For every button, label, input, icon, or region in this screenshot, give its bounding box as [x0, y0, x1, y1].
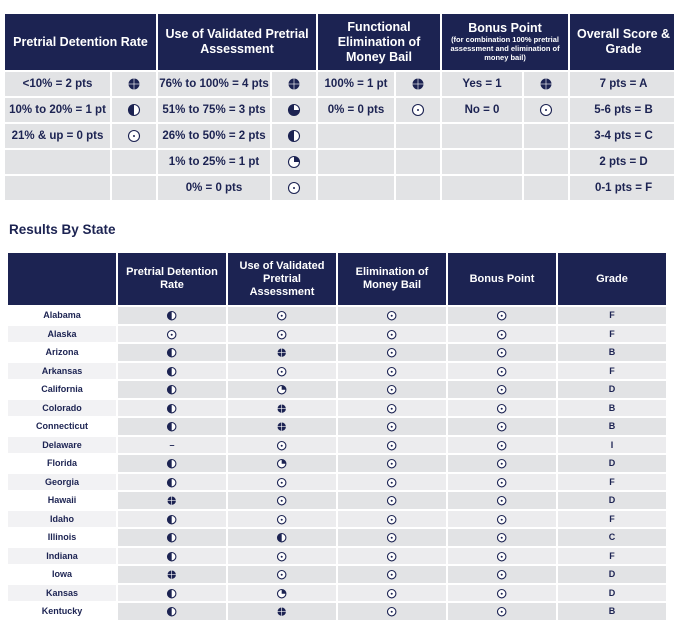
half-circle-icon — [166, 366, 177, 377]
empty-circle-icon — [386, 421, 397, 432]
half-circle-icon — [166, 458, 177, 469]
half-circle-icon — [166, 551, 177, 562]
grade-cell: D — [558, 381, 666, 398]
empty-circle-icon — [386, 347, 397, 358]
full-circle-icon — [539, 77, 553, 91]
quarter-circle-icon — [276, 384, 287, 395]
legend-bonus-text — [442, 124, 522, 148]
state-name: Colorado — [8, 400, 116, 417]
detention-cell — [118, 400, 226, 417]
detention-cell — [118, 381, 226, 398]
bail-cell — [338, 474, 446, 491]
detention-cell — [118, 603, 226, 620]
legend-bonus-icon-cell — [524, 98, 568, 122]
legend-grade-text: 5-6 pts = B — [570, 98, 674, 122]
grade-cell: D — [558, 455, 666, 472]
assessment-cell — [228, 566, 336, 583]
empty-circle-icon — [386, 569, 397, 580]
bonus-cell — [448, 437, 556, 454]
empty-circle-icon — [287, 181, 301, 195]
results-title: Results By State — [9, 222, 116, 237]
results-header-assessment: Use of Validated Pretrial Assessment — [228, 253, 336, 305]
bonus-cell — [448, 548, 556, 565]
grade-cell: D — [558, 585, 666, 602]
assessment-cell — [228, 437, 336, 454]
state-name: Iowa — [51, 569, 72, 580]
half-circle-icon — [166, 403, 177, 414]
grade-cell: B — [558, 603, 666, 620]
bonus-cell — [448, 603, 556, 620]
legend-row — [5, 176, 674, 200]
legend-detention-icon-cell — [112, 72, 156, 96]
assessment-cell — [228, 548, 336, 565]
state-name: Idaho — [8, 511, 116, 528]
results-by-state-table — [6, 251, 668, 622]
bonus-cell — [448, 418, 556, 435]
table-row — [8, 307, 666, 324]
assessment-cell — [228, 474, 336, 491]
empty-circle-icon — [386, 366, 397, 377]
full-circle-icon — [127, 77, 141, 91]
empty-circle-icon — [496, 477, 507, 488]
legend-row — [5, 98, 674, 122]
results-header-state — [8, 253, 116, 305]
legend-detention-icon-cell — [112, 98, 156, 122]
bonus-cell — [448, 511, 556, 528]
bail-cell — [338, 529, 446, 546]
bail-cell — [338, 455, 446, 472]
table-row — [8, 548, 666, 565]
empty-circle-icon — [386, 606, 397, 617]
empty-circle-icon — [539, 103, 553, 117]
assessment-cell — [228, 400, 336, 417]
legend-bonus-icon-cell — [524, 176, 568, 200]
legend-detention-icon-cell — [112, 150, 156, 174]
legend-bonus-icon-cell — [524, 150, 568, 174]
bail-cell — [338, 381, 446, 398]
legend-assessment-icon-cell — [272, 98, 316, 122]
empty-circle-icon — [496, 421, 507, 432]
legend-bail-icon-cell — [396, 176, 440, 200]
state-name: California — [41, 384, 83, 395]
quarter-circle-icon — [276, 588, 287, 599]
legend-bonus-icon-cell — [524, 72, 568, 96]
legend-bonus-text — [442, 150, 522, 174]
bail-cell — [338, 566, 446, 583]
assessment-cell — [228, 418, 336, 435]
state-name: Kansas — [8, 585, 116, 602]
legend-assessment-text: 1% to 25% = 1 pt — [158, 150, 270, 174]
legend-bail-text: 100% = 1 pt — [318, 72, 394, 96]
legend-row — [5, 150, 674, 174]
legend-assessment-icon-cell — [272, 176, 316, 200]
detention-cell — [118, 455, 226, 472]
empty-circle-icon — [386, 310, 397, 321]
legend-assessment-icon-cell — [272, 72, 316, 96]
quarter-circle-icon — [276, 458, 287, 469]
state-name: Kentucky — [41, 606, 83, 617]
full-circle-icon — [287, 77, 301, 91]
empty-circle-icon — [386, 477, 397, 488]
legend-header-grade: Overall Score & Grade — [570, 14, 674, 70]
bonus-cell — [448, 474, 556, 491]
table-row — [8, 603, 666, 620]
empty-circle-icon — [386, 588, 397, 599]
legend-grade-text: 3-4 pts = C — [570, 124, 674, 148]
legend-row — [5, 72, 674, 96]
empty-circle-icon — [496, 551, 507, 562]
empty-circle-icon — [276, 310, 287, 321]
half-circle-icon — [276, 532, 287, 543]
detention-cell — [118, 437, 226, 454]
empty-circle-icon — [496, 440, 507, 451]
table-row — [8, 455, 666, 472]
table-row — [8, 326, 666, 343]
half-circle-icon — [166, 606, 177, 617]
detention-cell — [118, 566, 226, 583]
bail-cell — [338, 400, 446, 417]
grade-cell: D — [558, 566, 666, 583]
legend-header-bonus-label: Bonus Point — [468, 21, 542, 35]
detention-cell — [118, 529, 226, 546]
full-circle-icon — [166, 495, 177, 506]
assessment-cell — [228, 363, 336, 380]
results-header-bonus: Bonus Point — [448, 253, 556, 305]
full-circle-icon — [276, 347, 287, 358]
empty-circle-icon — [276, 440, 287, 451]
no-data-dash: – — [169, 439, 175, 450]
legend-grade-text: 0-1 pts = F — [570, 176, 674, 200]
bail-cell — [338, 548, 446, 565]
legend-bail-icon-cell — [396, 72, 440, 96]
grade-cell: F — [558, 548, 666, 565]
grade-cell: F — [558, 511, 666, 528]
state-name: Indiana — [8, 548, 116, 565]
legend-header-money-bail: Functional Elimination of Money Bail — [318, 14, 440, 70]
detention-cell — [118, 418, 226, 435]
empty-circle-icon — [496, 458, 507, 469]
bonus-cell — [448, 307, 556, 324]
bonus-cell — [448, 585, 556, 602]
three-quarter-circle-icon — [287, 103, 301, 117]
half-circle-icon — [166, 384, 177, 395]
empty-circle-icon — [166, 329, 177, 340]
legend-bonus-text — [442, 176, 522, 200]
legend-header-assessment: Use of Validated Pretrial Assessment — [158, 14, 316, 70]
bail-cell — [338, 492, 446, 509]
empty-circle-icon — [496, 329, 507, 340]
assessment-cell — [228, 603, 336, 620]
bail-cell — [338, 326, 446, 343]
detention-cell — [118, 585, 226, 602]
empty-circle-icon — [496, 384, 507, 395]
grade-cell: B — [558, 418, 666, 435]
empty-circle-icon — [276, 329, 287, 340]
bonus-cell — [448, 529, 556, 546]
grade-cell: D — [558, 492, 666, 509]
half-circle-icon — [166, 477, 177, 488]
legend-bonus-text: No = 0 — [442, 98, 522, 122]
legend-header-bonus-note: (for combination 100% pretrial assessment and elimination of money bail) — [450, 35, 560, 62]
legend-detention-text: 10% to 20% = 1 pt — [5, 98, 110, 122]
state-name: Delaware — [8, 437, 116, 454]
legend-bail-icon-cell — [396, 150, 440, 174]
table-row — [8, 400, 666, 417]
bonus-cell — [448, 455, 556, 472]
empty-circle-icon — [386, 329, 397, 340]
detention-cell — [118, 474, 226, 491]
bonus-cell — [448, 566, 556, 583]
grade-cell: B — [558, 400, 666, 417]
table-row — [8, 474, 666, 491]
half-circle-icon — [166, 514, 177, 525]
grade-cell: F — [558, 363, 666, 380]
half-circle-icon — [287, 129, 301, 143]
empty-circle-icon — [276, 551, 287, 562]
empty-circle-icon — [496, 403, 507, 414]
full-circle-icon — [276, 403, 287, 414]
legend-assessment-text: 51% to 75% = 3 pts — [158, 98, 270, 122]
legend-assessment-icon-cell — [272, 150, 316, 174]
grade-cell: C — [558, 529, 666, 546]
legend-grade-text: 2 pts = D — [570, 150, 674, 174]
table-row — [8, 381, 666, 398]
state-name: Connecticut — [35, 421, 88, 432]
legend-bail-text: 0% = 0 pts — [318, 98, 394, 122]
empty-circle-icon — [411, 103, 425, 117]
grade-cell: F — [558, 474, 666, 491]
detention-cell — [118, 511, 226, 528]
legend-header-bonus — [442, 14, 568, 70]
empty-circle-icon — [386, 458, 397, 469]
empty-circle-icon — [386, 384, 397, 395]
empty-circle-icon — [496, 310, 507, 321]
table-row — [8, 511, 666, 528]
state-name: Georgia — [8, 474, 116, 491]
bail-cell — [338, 344, 446, 361]
table-row — [8, 585, 666, 602]
detention-cell — [118, 326, 226, 343]
grade-cell: F — [558, 307, 666, 324]
empty-circle-icon — [386, 403, 397, 414]
legend-detention-text: <10% = 2 pts — [5, 72, 110, 96]
assessment-cell — [228, 529, 336, 546]
empty-circle-icon — [386, 551, 397, 562]
bonus-cell — [448, 492, 556, 509]
legend-bonus-icon-cell — [524, 124, 568, 148]
results-header-money-bail: Elimination of Money Bail — [338, 253, 446, 305]
empty-circle-icon — [276, 366, 287, 377]
legend-grade-text: 7 pts = A — [570, 72, 674, 96]
full-circle-icon — [276, 606, 287, 617]
empty-circle-icon — [386, 495, 397, 506]
bail-cell — [338, 603, 446, 620]
assessment-cell — [228, 381, 336, 398]
legend-assessment-text: 0% = 0 pts — [158, 176, 270, 200]
state-name: Alabama — [43, 310, 81, 321]
detention-cell — [118, 307, 226, 324]
detention-cell — [118, 548, 226, 565]
grade-cell: B — [558, 344, 666, 361]
grade-cell: F — [558, 326, 666, 343]
legend-detention-icon-cell — [112, 124, 156, 148]
bail-cell — [338, 307, 446, 324]
legend-assessment-text: 76% to 100% = 4 pts — [158, 72, 270, 96]
legend-detention-text — [5, 176, 110, 200]
bonus-cell — [448, 400, 556, 417]
results-header-detention: Pretrial Detention Rate — [118, 253, 226, 305]
legend-detention-text: 21% & up = 0 pts — [5, 124, 110, 148]
assessment-cell — [228, 344, 336, 361]
bail-cell — [338, 437, 446, 454]
empty-circle-icon — [496, 569, 507, 580]
full-circle-icon — [276, 421, 287, 432]
half-circle-icon — [166, 347, 177, 358]
state-name: Hawaii — [47, 495, 77, 506]
empty-circle-icon — [496, 495, 507, 506]
empty-circle-icon — [127, 129, 141, 143]
empty-circle-icon — [496, 366, 507, 377]
table-row — [8, 566, 666, 583]
empty-circle-icon — [496, 532, 507, 543]
empty-circle-icon — [386, 532, 397, 543]
legend-header-detention: Pretrial Detention Rate — [5, 14, 156, 70]
state-name: Illinois — [47, 532, 77, 543]
detention-cell — [118, 492, 226, 509]
legend-bail-icon-cell — [396, 98, 440, 122]
legend-row — [5, 124, 674, 148]
bail-cell — [338, 511, 446, 528]
table-row — [8, 492, 666, 509]
bail-cell — [338, 418, 446, 435]
scoring-legend-table — [3, 12, 674, 202]
empty-circle-icon — [386, 440, 397, 451]
bail-cell — [338, 585, 446, 602]
legend-detention-text — [5, 150, 110, 174]
assessment-cell — [228, 511, 336, 528]
full-circle-icon — [411, 77, 425, 91]
bonus-cell — [448, 381, 556, 398]
half-circle-icon — [127, 103, 141, 117]
state-name: Arizona — [45, 347, 79, 358]
bail-cell — [338, 363, 446, 380]
assessment-cell — [228, 307, 336, 324]
empty-circle-icon — [276, 495, 287, 506]
empty-circle-icon — [276, 569, 287, 580]
results-header-grade: Grade — [558, 253, 666, 305]
legend-bail-text — [318, 150, 394, 174]
state-name: Arkansas — [8, 363, 116, 380]
assessment-cell — [228, 326, 336, 343]
detention-cell — [118, 363, 226, 380]
quarter-circle-icon — [287, 155, 301, 169]
detention-cell — [118, 344, 226, 361]
table-row — [8, 437, 666, 454]
state-name: Florida — [46, 458, 77, 469]
legend-assessment-text: 26% to 50% = 2 pts — [158, 124, 270, 148]
table-row — [8, 344, 666, 361]
assessment-cell — [228, 585, 336, 602]
legend-bonus-text: Yes = 1 — [442, 72, 522, 96]
assessment-cell — [228, 492, 336, 509]
empty-circle-icon — [276, 477, 287, 488]
empty-circle-icon — [276, 514, 287, 525]
empty-circle-icon — [496, 606, 507, 617]
full-circle-icon — [166, 569, 177, 580]
table-row — [8, 418, 666, 435]
empty-circle-icon — [496, 514, 507, 525]
empty-circle-icon — [496, 588, 507, 599]
empty-circle-icon — [496, 347, 507, 358]
table-row — [8, 529, 666, 546]
bonus-cell — [448, 363, 556, 380]
half-circle-icon — [166, 532, 177, 543]
legend-assessment-icon-cell — [272, 124, 316, 148]
half-circle-icon — [166, 310, 177, 321]
assessment-cell — [228, 455, 336, 472]
grade-cell: I — [558, 437, 666, 454]
bonus-cell — [448, 344, 556, 361]
bonus-cell — [448, 326, 556, 343]
empty-circle-icon — [386, 514, 397, 525]
table-row — [8, 363, 666, 380]
half-circle-icon — [166, 588, 177, 599]
legend-detention-icon-cell — [112, 176, 156, 200]
state-name: Alaska — [8, 326, 116, 343]
legend-bail-text — [318, 124, 394, 148]
half-circle-icon — [166, 421, 177, 432]
legend-bail-text — [318, 176, 394, 200]
legend-bail-icon-cell — [396, 124, 440, 148]
